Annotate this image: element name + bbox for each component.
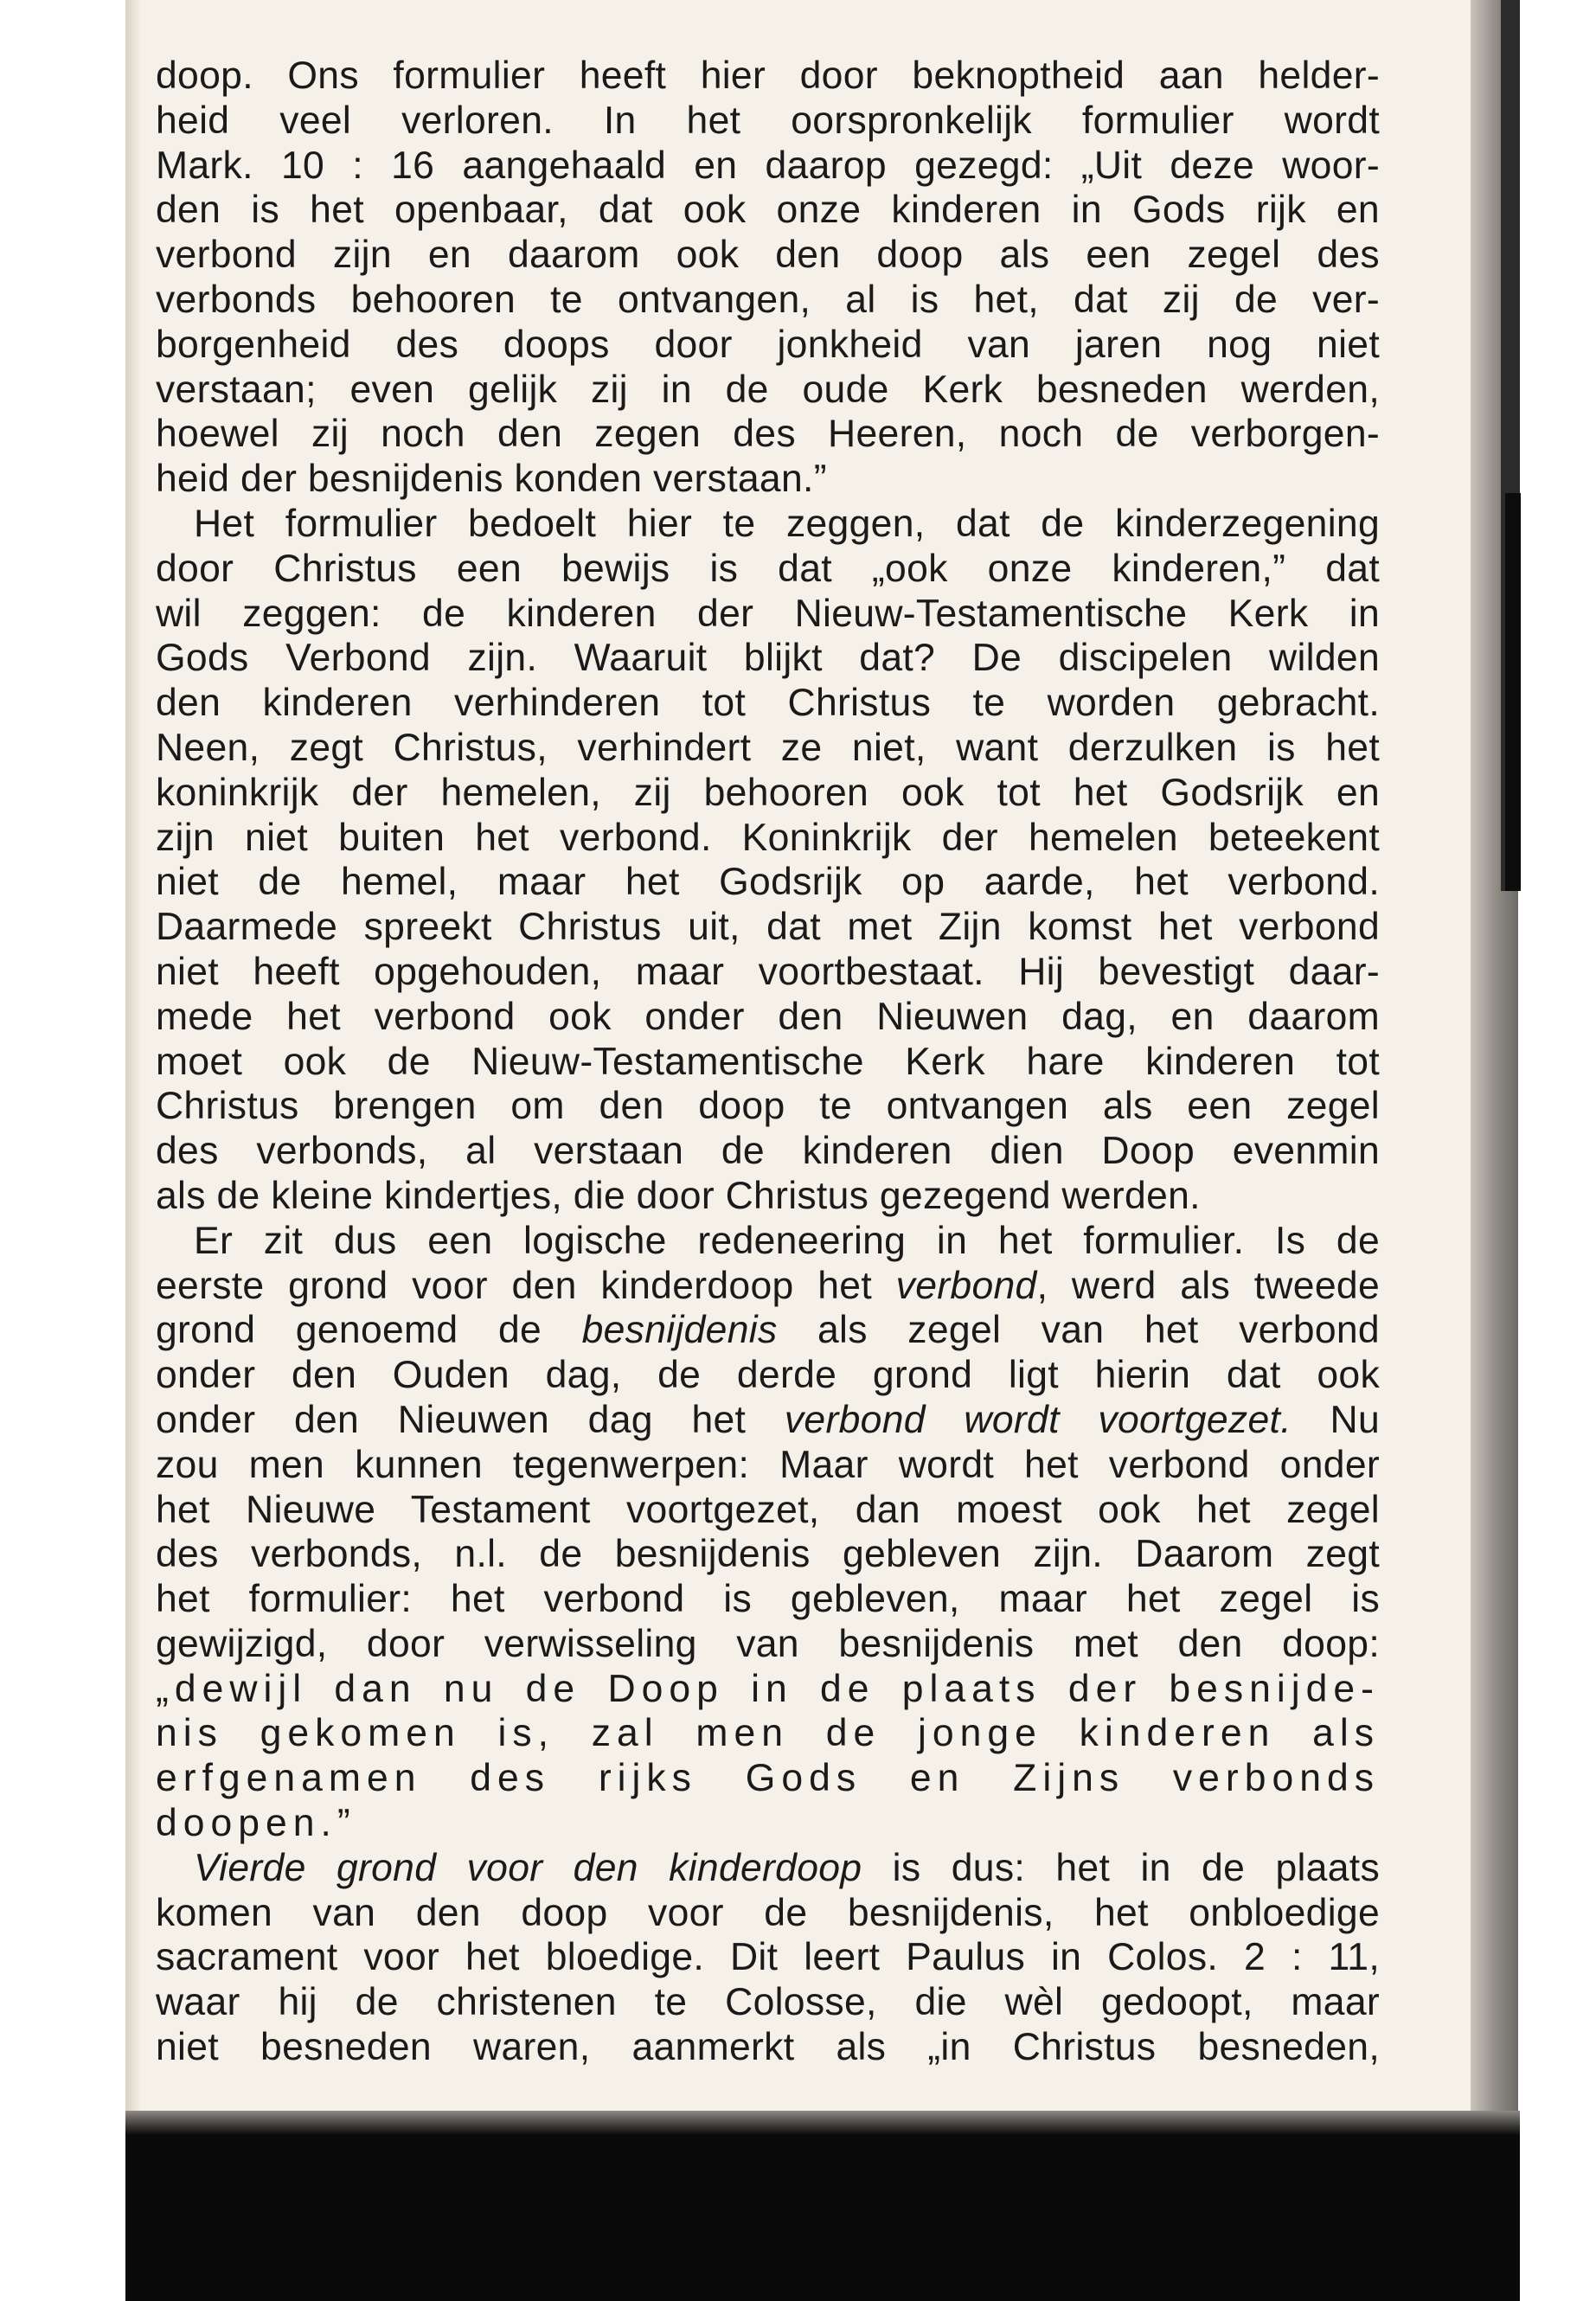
text-line: mede het verbond ook onder den Nieuwen dag, en daarom [156,995,1380,1038]
paragraph-start-line: Er zit dus een logische redeneering in het formulier. Is de [194,1219,1380,1262]
page-left-edge [125,0,141,2301]
scan-bottom-edge [125,2111,1520,2135]
text-line: koninkrijk der hemelen, zij behooren ook tot het Godsrijk en [156,771,1380,814]
text-line: niet de hemel, maar het Godsrijk op aarde, het verbond. [156,861,1380,904]
spaced-quote-line: erfgenamen des rijks Gods en Zijns verbonds [156,1757,1380,1800]
text-run: eerste grond voor den kinderdoop het [156,1264,896,1307]
text-line: komen van den doop voor de besnijdenis, het onbloedige [156,1891,1380,1934]
italic-run: Vierde grond voor den kinderdoop [194,1846,862,1889]
text-line: Daarmede spreekt Christus uit, dat met Zijn komst het verbond [156,906,1380,949]
text-line: verbond zijn en daarom ook den doop als een zegel des [156,234,1380,277]
text-line: Mark. 10 : 16 aangehaald en daarop gezegd: „Uit deze woor- [156,144,1380,187]
text-line: het formulier: het verbond is gebleven, maar het zegel is [156,1578,1380,1621]
body-text [156,54,1380,2070]
text-line: Gods Verbond zijn. Waaruit blijkt dat? De discipelen wilden [156,637,1380,680]
italic-run: verbond [895,1264,1037,1307]
text-line: verbonds behooren te ontvangen, al is het, dat zij de ver- [156,278,1380,321]
text-line: den kinderen verhinderen tot Christus te worden gebracht. [156,682,1380,725]
text-line: als de kleine kindertjes, die door Christus gezegend werden. [156,1174,1201,1217]
text-line-mixed [156,1398,1380,1443]
paragraph-start-line-mixed [156,1846,1380,1891]
text-line: wil zeggen: de kinderen der Nieuw-Testamentische Kerk in [156,592,1380,635]
spaced-quote-line: „dewijl dan nu de Doop in de plaats der besnijde- [156,1667,1380,1710]
scan-bottom-shadow [125,2111,1520,2301]
text-line: zijn niet buiten het verbond. Koninkrijk der hemelen beteekent [156,816,1380,859]
text-line: niet heeft opgehouden, maar voortbestaat. Hij bevestigt daar- [156,950,1380,993]
text-line: Christus brengen om den doop te ontvangen als een zegel [156,1085,1380,1128]
text-run: grond genoemd de [156,1309,582,1352]
text-line-mixed [156,1264,1380,1309]
text-line: onder den Ouden dag, de derde grond ligt hierin dat ook [156,1354,1380,1397]
text-run: onder den Nieuwen dag het [156,1398,785,1441]
text-run: als zegel van het verbond [777,1309,1380,1352]
text-line: sacrament voor het bloedige. Dit leert Paulus in Colos. 2 : 11, [156,1936,1380,1979]
text-line: des verbonds, al verstaan de kinderen dien Doop evenmin [156,1130,1380,1173]
text-line: door Christus een bewijs is dat „ook onze kinderen,” dat [156,547,1380,590]
spaced-quote-line: doopen.” [156,1802,356,1845]
text-line: des verbonds, n.l. de besnijdenis gebleven zijn. Daarom zegt [156,1533,1380,1576]
spaced-quote-line: nis gekomen is, zal men de jonge kinderen als [156,1712,1380,1755]
text-line: borgenheid des doops door jonkheid van jaren nog niet [156,323,1380,366]
text-line: waar hij de christenen te Colosse, die wèl gedoopt, maar [156,1981,1380,2024]
text-line: hoewel zij noch den zegen des Heeren, noch de verborgen- [156,413,1380,456]
italic-run: verbond wordt voortgezet. [784,1398,1292,1441]
text-line: verstaan; even gelijk zij in de oude Kerk besneden werden, [156,368,1380,411]
text-line: het Nieuwe Testament voortgezet, dan moest ook het zegel [156,1488,1380,1531]
text-run: Nu [1291,1398,1380,1441]
text-line: gewijzigd, door verwisseling van besnijdenis met den doop: [156,1622,1380,1665]
text-line: heid der besnijdenis konden verstaan.” [156,458,827,501]
text-line: niet besneden waren, aanmerkt als „in Christus besneden, [156,2026,1380,2069]
text-line: moet ook de Nieuw-Testamentische Kerk hare kinderen tot [156,1040,1380,1083]
italic-run: besnijdenis [581,1309,778,1352]
text-run: is dus: het in de plaats [862,1846,1380,1889]
scan-right-dark-band [1505,493,1521,891]
text-line: zou men kunnen tegenwerpen: Maar wordt het verbond onder [156,1443,1380,1486]
text-line: Neen, zegt Christus, verhindert ze niet, want derzulken is het [156,726,1380,769]
text-line: den is het openbaar, dat ook onze kinderen in Gods rijk en [156,189,1380,232]
text-line: heid veel verloren. In het oorspronkelijk formulier wordt [156,99,1380,142]
paragraph-start-line: Het formulier bedoelt hier te zeggen, dat de kinderzegening [194,502,1380,545]
text-run: , werd als tweede [1036,1264,1380,1307]
text-line: doop. Ons formulier heeft hier door beknoptheid aan helder- [156,54,1380,97]
text-line-mixed [156,1308,1380,1353]
